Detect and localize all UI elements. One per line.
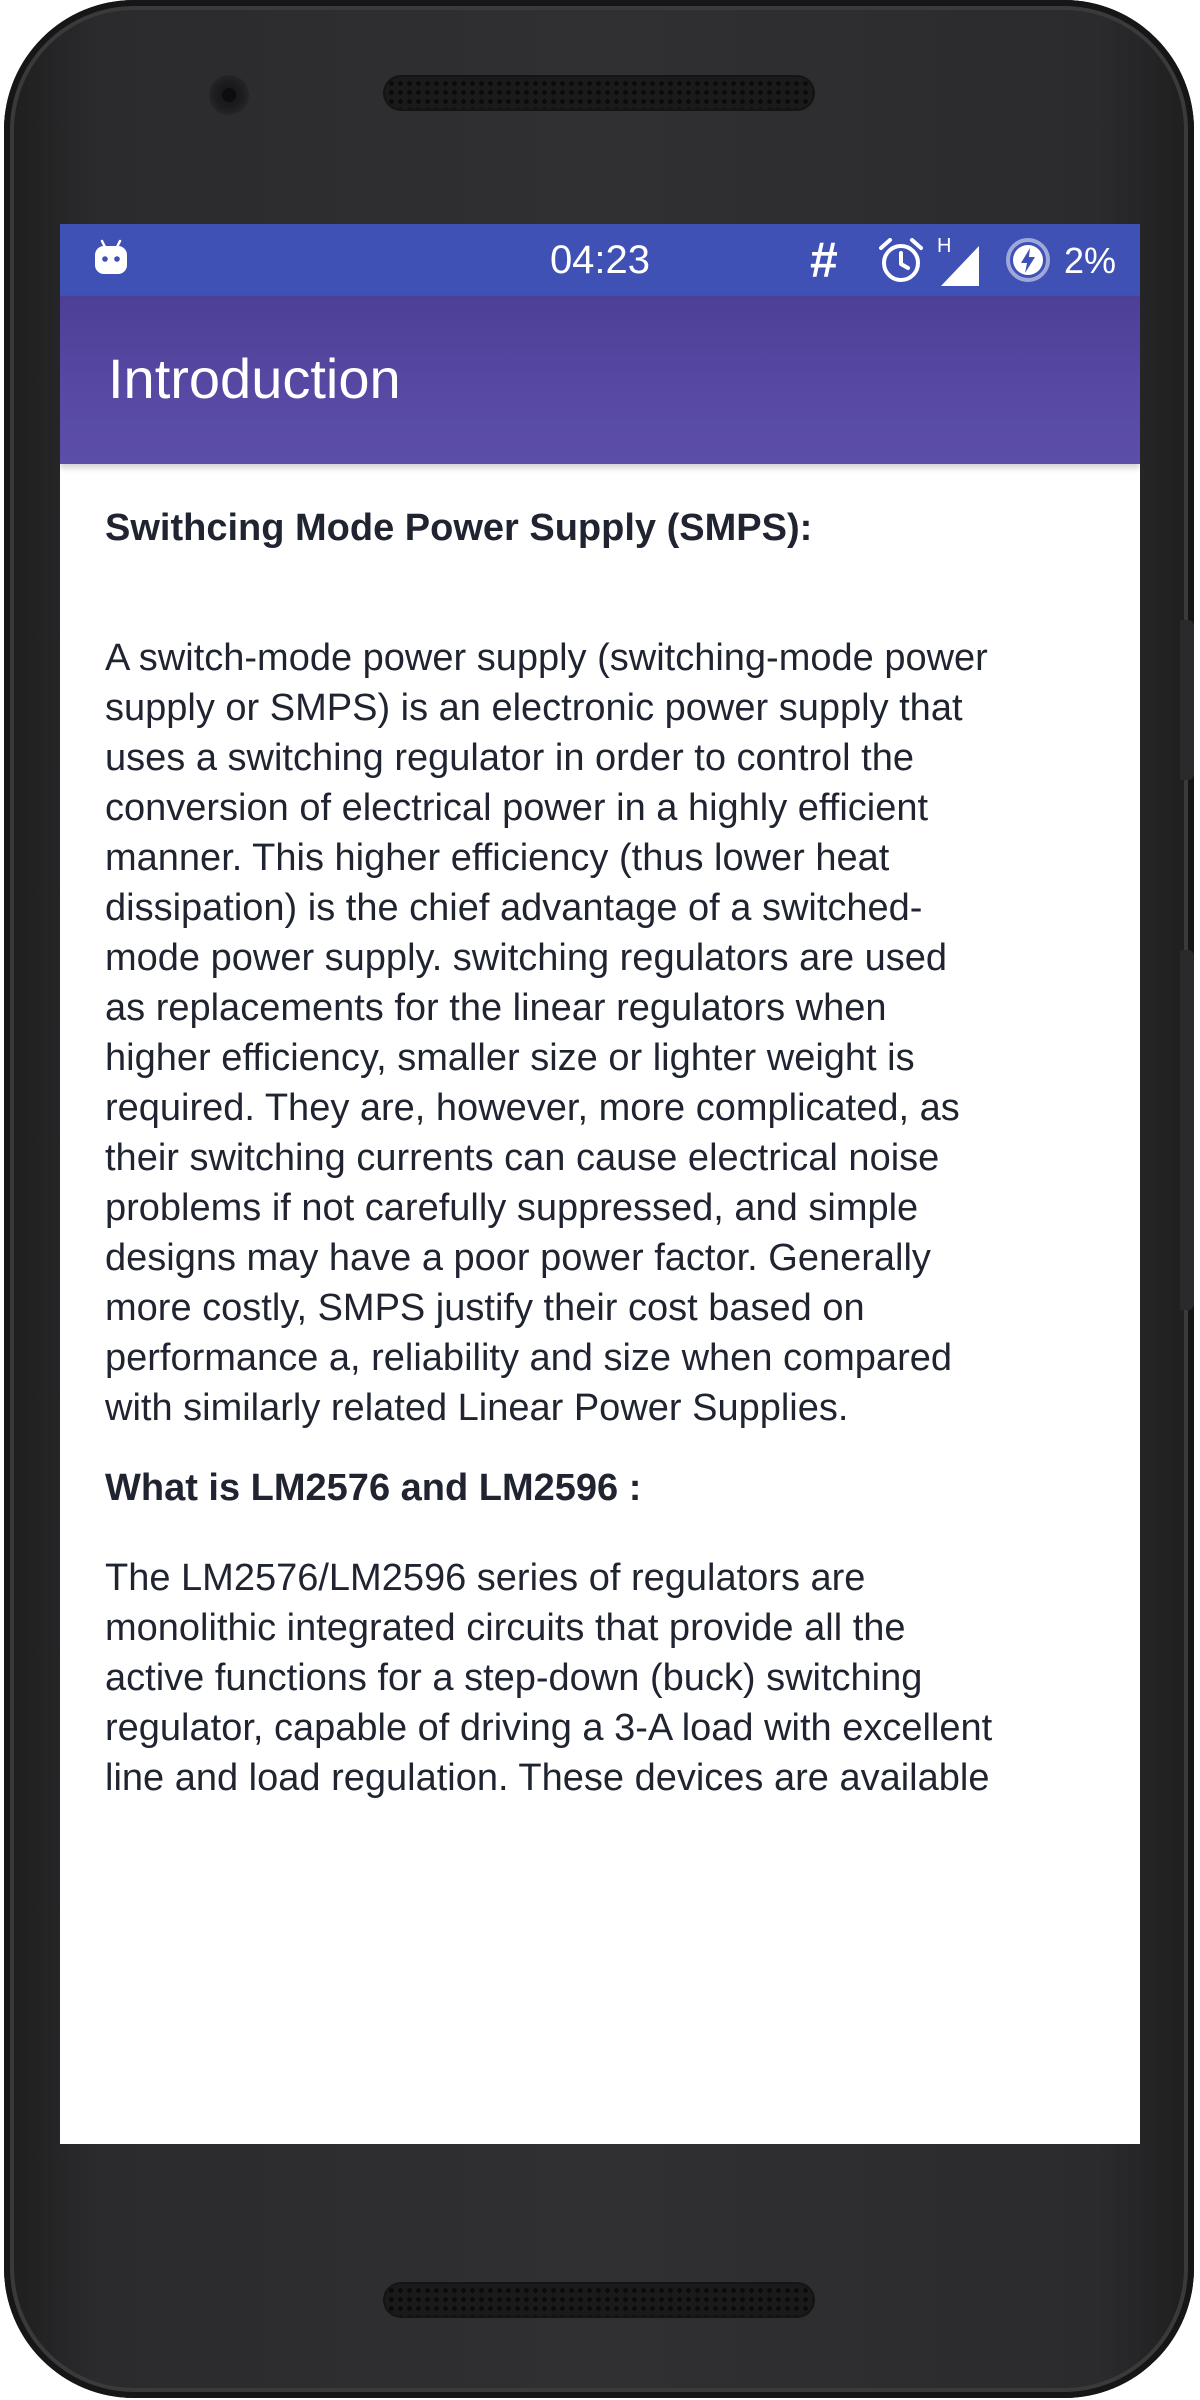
battery-charging-icon [1004, 236, 1052, 284]
section-heading-smps: Swithcing Mode Power Supply (SMPS): [105, 507, 813, 549]
power-button [1180, 950, 1194, 1310]
phone-frame [4, 0, 1194, 2398]
section-heading-lm2576: What is LM2576 and LM2596 : [105, 1467, 642, 1509]
status-time: 04:23 [549, 238, 651, 282]
alarm-icon [877, 236, 925, 284]
app-bar [60, 296, 1140, 464]
bottom-speaker [383, 2282, 815, 2318]
earpiece-speaker [383, 75, 815, 111]
status-bar [60, 224, 1140, 296]
network-type-label: H [937, 235, 952, 257]
page-title: Introduction [108, 347, 401, 410]
volume-button [1180, 620, 1194, 780]
section-paragraph-lm2576: The LM2576/LM2596 series of regulators are monolithic integrated circuits that provide all the active functions for a step-down (buck) switching regulator, capable of driving a 3-A load with excellent line and load regulation. These devices are available [105, 1557, 993, 1799]
screen [60, 224, 1140, 2144]
network-signal-icon [935, 234, 987, 288]
section-paragraph-smps: A switch-mode power supply (switching-mode power supply or SMPS) is an electronic power supply that uses a switching regulator in order to control the conversion of electrical power in a highly efficient manner. This higher efficiency (thus lower heat dissipation) is the chief advantage of a switched- mode power supply. switching regulators are used as replacements for the linear regulators when higher efficiency, smaller size or lighter weight is required. They are, however, more complicated, as their switching currents can cause electrical noise problems if not carefully suppressed, and simple designs may have a poor power factor. Generally more costly, SMPS justify their cost based on performance a, reliability and size when compared with similarly related Linear Power Supplies. [105, 637, 988, 1429]
battery-percent: 2% [1064, 240, 1117, 281]
hash-icon: # [810, 232, 838, 288]
article-content[interactable] [60, 464, 1140, 2059]
front-camera [209, 75, 249, 115]
